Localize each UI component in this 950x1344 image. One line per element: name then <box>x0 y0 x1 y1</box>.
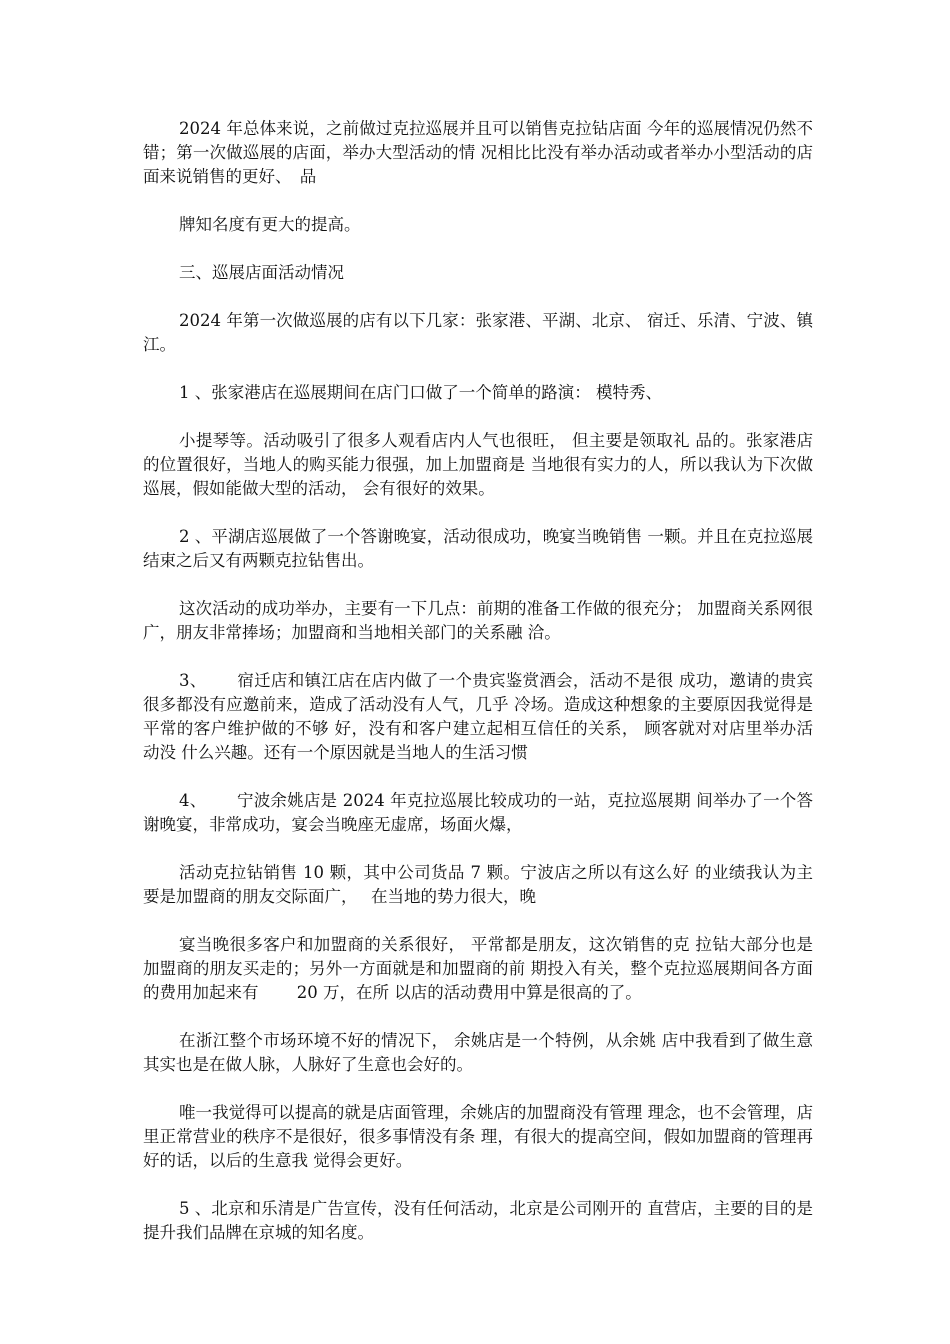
paragraph-beijing-yueqing: 5 、北京和乐清是广告宣传，没有任何活动，北京是公司刚开的 直营店，主要的目的是提升我们品牌在京城的知名度。 <box>143 1199 813 1242</box>
paragraph-store-management: 唯一我觉得可以提高的就是店面管理，余姚店的加盟商没有管理 理念，也不会管理，店里正常营业的秩序不是很好，很多事情没有条 理，有很大的提高空间，假如加盟商的管理再好的话，以后的生意我 觉得会更好。 <box>143 1103 813 1170</box>
paragraph-zhangjiagang-1: 1 、张家港店在巡展期间在店门口做了一个简单的路演： 模特秀、 <box>179 383 662 402</box>
paragraph-pinghu: 2 、平湖店巡展做了一个答谢晚宴，活动很成功，晚宴当晚销售 一颗。并且在克拉巡展结束之后又有两颗克拉钻售出。 <box>143 527 813 570</box>
paragraph-ningbo-yuyao: 4、 宁波余姚店是 2024 年克拉巡展比较成功的一站，克拉巡展期 间举办了一个答谢晚宴，非常成功，宴会当晚座无虚席，场面火爆， <box>143 791 813 834</box>
paragraph-brand-awareness: 牌知名度有更大的提高。 <box>179 215 361 234</box>
paragraph-pinghu-success: 这次活动的成功举办，主要有一下几点：前期的准备工作做的很充分； 加盟商关系网很广，朋友非常捧场；加盟商和当地相关部门的关系融 洽。 <box>143 599 813 642</box>
paragraph-zhangjiagang-2: 小提琴等。活动吸引了很多人观看店内人气也很旺， 但主要是领取礼 品的。张家港店的位置很好，当地人的购买能力很强，加上加盟商是 当地很有实力的人，所以我认为下次做巡展，假如能做大型的活动， 会有很好的效果。 <box>143 431 813 498</box>
paragraph-zhejiang-market: 在浙江整个市场环境不好的情况下， 余姚店是一个特例，从余姚 店中我看到了做生意其实也是在做人脉，人脉好了生意也会好的。 <box>143 1031 813 1074</box>
paragraph-summary-2024: 2024 年总体来说，之前做过克拉巡展并且可以销售克拉钻店面 今年的巡展情况仍然不错；第一次做巡展的店面，举办大型活动的情 况相比比没有举办活动或者举办小型活动的店面来说销售的更好、 品 <box>143 119 813 186</box>
paragraph-suqian-zhenjiang: 3、 宿迁店和镇江店在店内做了一个贵宾鉴赏酒会，活动不是很 成功，邀请的贵宾很多都没有应邀前来，造成了活动没有人气，几乎 冷场。造成这种想象的主要原因我觉得是平常的客户维护做的不够 好，没有和客户建立起相互信任的关系， 顾客就对对店里举办活动没 什么兴趣。还有一个原因就是当地人的生活习惯 <box>143 671 813 762</box>
paragraph-ningbo-sales: 活动克拉钻销售 10 颗，其中公司货品 7 颗。宁波店之所以有这么好 的业绩我认为主要是加盟商的朋友交际面广， 在当地的势力很大，晚 <box>143 863 813 906</box>
paragraph-store-list: 2024 年第一次做巡展的店有以下几家：张家港、平湖、北京、 宿迁、乐清、宁波、镇江。 <box>143 311 813 354</box>
document-body <box>143 117 813 1269</box>
section-heading-store-activities: 三、巡展店面活动情况 <box>179 263 344 282</box>
paragraph-ningbo-banquet: 宴当晚很多客户和加盟商的关系很好， 平常都是朋友，这次销售的克 拉钻大部分也是加盟商的朋友买走的；另外一方面就是和加盟商的前 期投入有关，整个克拉巡展期间各方面的费用加起来有 20 万，在所 以店的活动费用中算是很高的了。 <box>143 935 813 1002</box>
